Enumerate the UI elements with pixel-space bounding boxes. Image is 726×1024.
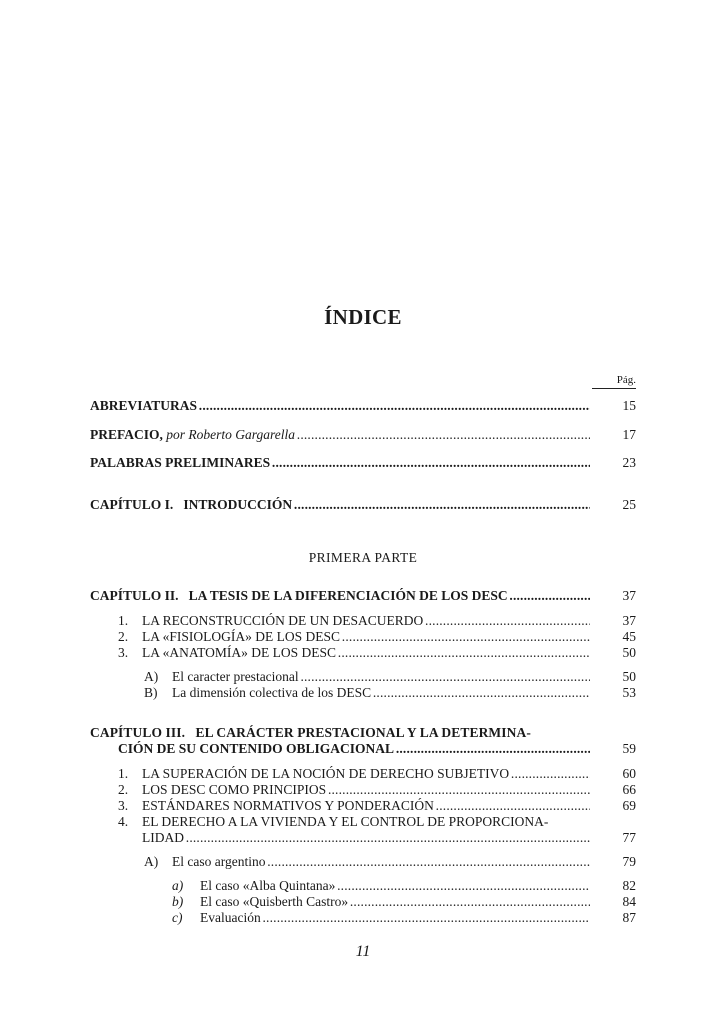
case-label: El caso «Alba Quintana»	[200, 878, 336, 893]
toc-entry-page: 87	[622, 910, 636, 925]
chapter-3-title-line-1[interactable]: CAPÍTULO III. EL CARÁCTER PRESTACIONAL Y LA DETERMINA-	[90, 725, 531, 740]
toc-entry-page: 59	[622, 741, 636, 756]
page-number: 11	[355, 943, 371, 960]
section-number: 1.	[118, 613, 129, 628]
section-label: LOS DESC COMO PRINCIPIOS	[142, 782, 327, 797]
subsection-letter: A)	[144, 669, 159, 684]
toc-entry-page: 53	[622, 685, 636, 700]
toc-entry-page: 60	[622, 766, 636, 781]
section-label: LA RECONSTRUCCIÓN DE UN DESACUERDO	[142, 613, 424, 628]
page-title: ÍNDICE	[324, 305, 402, 329]
toc-entry-author: por Roberto Gargarella	[166, 427, 295, 442]
toc-subsection-2-B[interactable]	[90, 684, 636, 702]
toc-entry-page: 50	[622, 645, 636, 660]
case-label: El caso «Quisberth Castro»	[200, 894, 349, 909]
subsection-letter: B)	[144, 685, 158, 700]
section-label-continued: LIDAD . . .	[142, 829, 590, 847]
toc-entry-page: 50	[622, 669, 636, 684]
toc-entry-page: 79	[622, 854, 636, 869]
subsection-letter: A)	[144, 854, 159, 869]
section-label: LA SUPERACIÓN DE LA NOCIÓN DE DERECHO SUBJETIVO	[142, 766, 510, 781]
section-label: LA «ANATOMÍA» DE LOS DESC	[142, 645, 337, 660]
section-number: 2.	[118, 782, 129, 797]
toc-entry-label: CAPÍTULO II. LA TESIS DE LA DIFERENCIACIÓN DE LOS DESC . . .	[90, 587, 590, 605]
subsection-label: La dimensión colectiva de los DESC	[172, 685, 372, 700]
section-number: 3.	[118, 645, 129, 660]
toc-entry-page: 84	[622, 894, 636, 909]
case-letter: c)	[172, 910, 183, 925]
toc-subsection-3-A[interactable]	[90, 853, 636, 871]
section-number: 1.	[118, 766, 129, 781]
toc-entry-capitulo-2[interactable]	[90, 587, 636, 605]
toc-entry-prefacio[interactable]	[90, 426, 636, 444]
section-number: 3.	[118, 798, 129, 813]
section-label: EL DERECHO A LA VIVIENDA Y EL CONTROL DE PROPORCIONA-	[142, 814, 549, 829]
section-number: 2.	[118, 629, 129, 644]
case-letter: b)	[172, 894, 184, 909]
toc-entry-capitulo-1[interactable]	[90, 496, 636, 514]
toc-entry-page: 45	[622, 629, 636, 644]
toc-entry-page: 66	[622, 782, 636, 797]
toc-entry-label: ABREVIATURAS . . .	[90, 397, 590, 415]
section-label: ESTÁNDARES NORMATIVOS Y PONDERACIÓN	[142, 798, 434, 813]
toc-entry-page: 17	[622, 427, 636, 442]
toc-entry-abreviaturas[interactable]	[90, 397, 636, 415]
toc-entry-capitulo-3[interactable]	[90, 740, 636, 758]
toc-entry-label: PALABRAS PRELIMINARES . . .	[90, 454, 590, 472]
toc-section-2-3[interactable]	[90, 644, 636, 662]
toc-entry-page: 69	[622, 798, 636, 813]
toc-entry-page: 37	[622, 613, 636, 628]
toc-entry-page: 77	[622, 830, 636, 845]
section-label: LA «FISIOLOGÍA» DE LOS DESC	[142, 629, 341, 644]
toc-entry-page: 23	[622, 455, 636, 470]
page-column-label: Pág.	[592, 374, 636, 389]
subsection-label: El caracter prestacional	[172, 669, 299, 684]
toc-entry-page: 15	[622, 398, 636, 413]
toc-entry-palabras-preliminares[interactable]	[90, 454, 636, 472]
toc-entry-label: CIÓN DE SU CONTENIDO OBLIGACIONAL . . .	[118, 740, 590, 758]
case-label: Evaluación	[200, 910, 261, 925]
toc-case-c[interactable]	[90, 909, 636, 927]
section-number: 4.	[118, 814, 129, 829]
toc-entry-page: 82	[622, 878, 636, 893]
toc-entry-label: PREFACIO,	[90, 427, 163, 442]
toc-entry-label: CAPÍTULO I. INTRODUCCIÓN . . .	[90, 496, 590, 514]
case-letter: a)	[172, 878, 184, 893]
toc-entry-page: 25	[622, 497, 636, 512]
toc-entry-page: 37	[622, 588, 636, 603]
toc-section-3-4[interactable]	[90, 829, 636, 847]
part-title: PRIMERA PARTE	[308, 550, 418, 565]
subsection-label: El caso argentino	[172, 854, 266, 869]
